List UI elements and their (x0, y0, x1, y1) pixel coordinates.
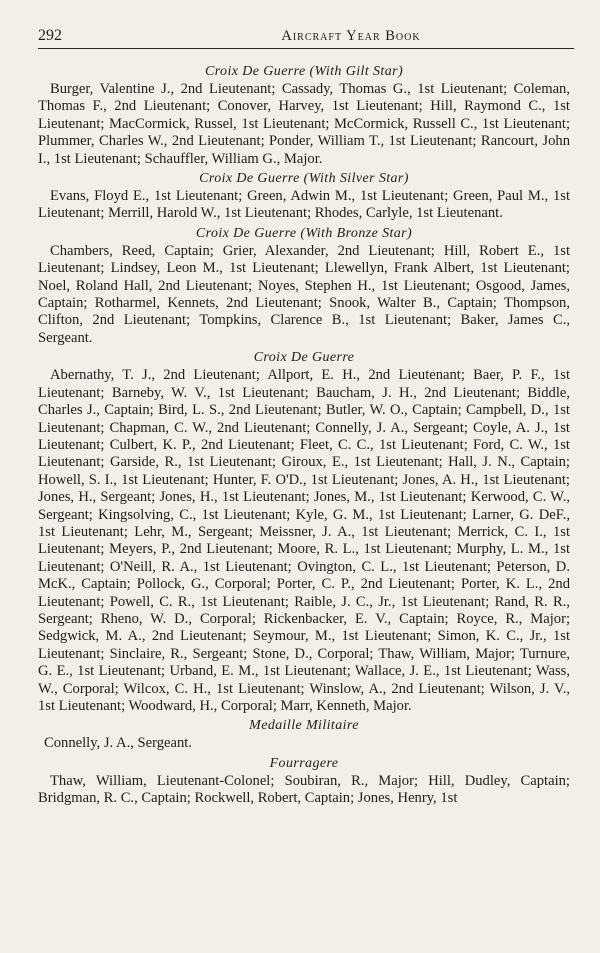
section-heading-bronze-star: Croix De Guerre (With Bronze Star) (195, 225, 413, 241)
section-text-croix-de-guerre: Abernathy, T. J., 2nd Lieutenant; Allport, E. H., 2nd Lieutenant; Baer, P. F., 1st Lieutenant; Barneby, W. V., 1st Lieutenant; Baucham, J. H., 2nd Lieutenant; Biddle, Charles J., Captain; Bird, L. S., 2nd Lieutenant; Butler, W. O., Captain; Campbell, D., 1st Lieutenant; Chapman, C. W., 2nd Lieutenant; Connelly, J. A., Sergeant; Coyle, A. J., 1st Lieutenant; Culbert, K. P., 2nd Lieutenant; Fleet, C. C., 1st Lieutenant; Ford, C. W., 1st Lieutenant; Garside, R., 1st Lieutenant; Giroux, E., 1st Lieutenant; Hall, J. N., Captain; Howell, S. I., 1st Lieutenant; Hunter, F. O'D., 1st Lieutenant; Jones, A. H., 1st Lieutenant; Jones, H., Sergeant; Jones, H., 1st Lieutenant; Jones, M., 1st Lieutenant; Kerwood, C. W., Sergeant; Kingsolving, C., 1st Lieutenant; Kyle, G. M., 1st Lieutenant; Larner, G. DeF., 1st Lieutenant; Lehr, M., Sergeant; Meissner, J. A., 1st Lieutenant; Merrick, C. I., 1st Lieutenant; Meyers, P., 2nd Lieutenant; Moore, R. L., 1st Lieutenant; Murphy, L. M., 1st Lieutenant; O'Neill, R. A., 1st Lieutenant; Ovington, C. L., 1st Lieutenant; Peterson, D. McK., Captain; Pollock, G., Corporal; Porter, C. P., 2nd Lieutenant; Porter, K. L., 2nd Lieutenant; Powell, C. R., 1st Lieutenant; Raible, J. C., Jr., 1st Lieutenant; Rand, R. R., Sergeant; Rheno, W. D., Corporal; Rickenbacker, E. V., Captain; Royce, R., Major; Sedgwick, M. A., 2nd Lieutenant; Seymour, M., 1st Lieutenant; Simon, K. C., Jr., 1st Lieutenant; Sinclaire, R., Sergeant; Stone, D., Corporal; Thaw, William, Major; Turnure, G. E., 1st Lieutenant; Urband, E. M., 1st Lieutenant; Wallace, J. E., 1st Lieutenant; Wass, W., Corporal; Wilcox, C. H., 1st Lieutenant; Winslow, A., 2nd Lieutenant; Wilson, J. V., 1st Lieutenant; Woodward, H., Corporal; Marr, Kenneth, Major. (38, 367, 570, 714)
page-content (38, 63, 570, 808)
section-heading-gilt-star: Croix De Guerre (With Gilt Star) (204, 64, 404, 79)
section-heading-medaille-militaire: Medaille Militaire (249, 718, 359, 734)
section-text-gilt-star: Burger, Valentine J., 2nd Lieutenant; Cassady, Thomas G., 1st Lieutenant; Coleman, Thomas F., 2nd Lieutenant; Conover, Harvey, 1st Lieutenant; Hill, Raymond C., 1st Lieutenant; MacCormick, Russel, 1st Lieutenant; McCormick, Russell C., 1st Lieutenant; Plummer, Charles W., 2nd Lieutenant; Ponder, William T., 1st Lieutenant; Rancourt, John I., 1st Lieutenant; Schauffler, William G., Major. (38, 81, 570, 167)
section-text-medaille-militaire: Connelly, J. A., Sergeant. (44, 735, 192, 752)
page-header (38, 22, 574, 49)
section-heading-croix-de-guerre: Croix De Guerre (253, 350, 355, 366)
section-heading-fourragere: Fourragere (269, 755, 339, 771)
section-heading-silver-star: Croix De Guerre (With Silver Star) (199, 171, 409, 187)
section-text-bronze-star: Chambers, Reed, Captain; Grier, Alexander, 2nd Lieutenant; Hill, Robert E., 1st Lieutenant; Lindsey, Leon M., 1st Lieutenant; Llewellyn, Frank Albert, 1st Lieutenant; Noel, Roland Hall, 2nd Lieutenant; Noyes, Stephen H., 1st Lieutenant; Osgood, James, Captain; Rotharmel, Kennets, 2nd Lieutenant; Snook, Walter B., Captain; Thompson, Clifton, 2nd Lieutenant; Tompkins, Clarence B., 1st Lieutenant; Baker, James C., Sergeant. (38, 242, 570, 346)
section-text-fourragere: Thaw, William, Lieutenant-Colonel; Soubiran, R., Major; Hill, Dudley, Captain; Bridgman, R. C., Captain; Rockwell, Robert, Captain; Jones, Henry, 1st (38, 772, 570, 807)
running-title: Aircraft Year Book (281, 28, 421, 44)
section-text-silver-star: Evans, Floyd E., 1st Lieutenant; Green, Adwin M., 1st Lieutenant; Green, Paul M., 1st Lieutenant; Merrill, Harold W., 1st Lieutenant; Rhodes, Carlyle, 1st Lieutenant. (38, 188, 570, 222)
page-number: 292 (38, 27, 62, 44)
